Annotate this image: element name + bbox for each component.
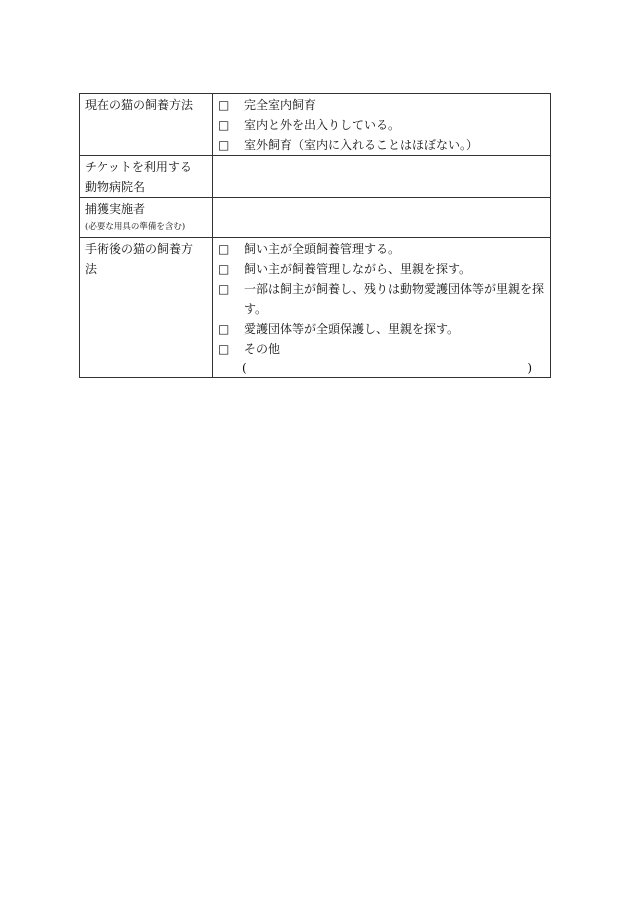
label-text: 手術後の猫の飼養方 [85, 242, 194, 256]
option-other[interactable] [218, 339, 546, 359]
capture-operator-field[interactable] [213, 198, 551, 238]
option-label: 室内と外を出入りしている。 [244, 118, 401, 132]
checkbox-icon[interactable]: □ [218, 322, 230, 336]
cat-care-form-table [79, 93, 551, 378]
label-current-care-method [80, 94, 213, 156]
checkbox-icon[interactable]: □ [218, 342, 230, 356]
row-post-surgery-method [80, 238, 551, 378]
label-text: 捕獲実施者 [85, 202, 146, 216]
row-current-care-method [80, 94, 551, 156]
label-post-surgery-method [80, 238, 213, 378]
row-capture-operator [80, 198, 551, 238]
label-text: 法 [85, 262, 98, 276]
hospital-name-field[interactable] [213, 156, 551, 198]
option-partial-group-foster[interactable] [218, 279, 546, 319]
row-hospital-name [80, 156, 551, 198]
paren-open: ( [242, 361, 247, 375]
option-label: その他 [244, 342, 281, 356]
other-details-field[interactable] [218, 359, 546, 377]
checkbox-icon[interactable]: □ [218, 282, 230, 296]
option-label: 一部は飼主が飼養し、残りは動物愛護団体等が里親を探す。 [244, 282, 545, 316]
option-owner-seeks-foster[interactable] [218, 259, 546, 279]
option-indoor-outdoor[interactable] [218, 115, 546, 135]
checkbox-icon[interactable]: □ [218, 262, 230, 276]
option-label: 飼い主が飼養管理しながら、里親を探す。 [244, 262, 472, 276]
checkbox-icon[interactable]: □ [218, 138, 230, 152]
checkbox-icon[interactable]: □ [218, 118, 230, 132]
checkbox-icon[interactable]: □ [218, 98, 230, 112]
option-indoor-only[interactable] [218, 95, 546, 115]
label-text: 現在の猫の飼養方法 [85, 98, 194, 112]
options-current-care-method [213, 94, 551, 156]
option-label: 完全室内飼育 [244, 98, 317, 112]
option-label: 愛護団体等が全頭保護し、里親を探す。 [244, 322, 460, 336]
option-group-protects-all[interactable] [218, 319, 546, 339]
paren-close: ) [527, 361, 532, 375]
label-text: チケットを利用する [85, 160, 192, 174]
options-post-surgery-method [213, 238, 551, 378]
label-hospital-name [80, 156, 213, 198]
checkbox-icon[interactable]: □ [218, 242, 230, 256]
label-text: 動物病院名 [85, 180, 146, 194]
option-outdoor[interactable] [218, 135, 546, 155]
option-label: 飼い主が全頭飼養管理する。 [244, 242, 401, 256]
option-owner-manages-all[interactable] [218, 239, 546, 259]
option-label: 室外飼育（室内に入れることはほぼない。） [244, 138, 479, 152]
label-capture-operator [80, 198, 213, 238]
label-note: (必要な用具の準備を含む) [85, 222, 186, 232]
